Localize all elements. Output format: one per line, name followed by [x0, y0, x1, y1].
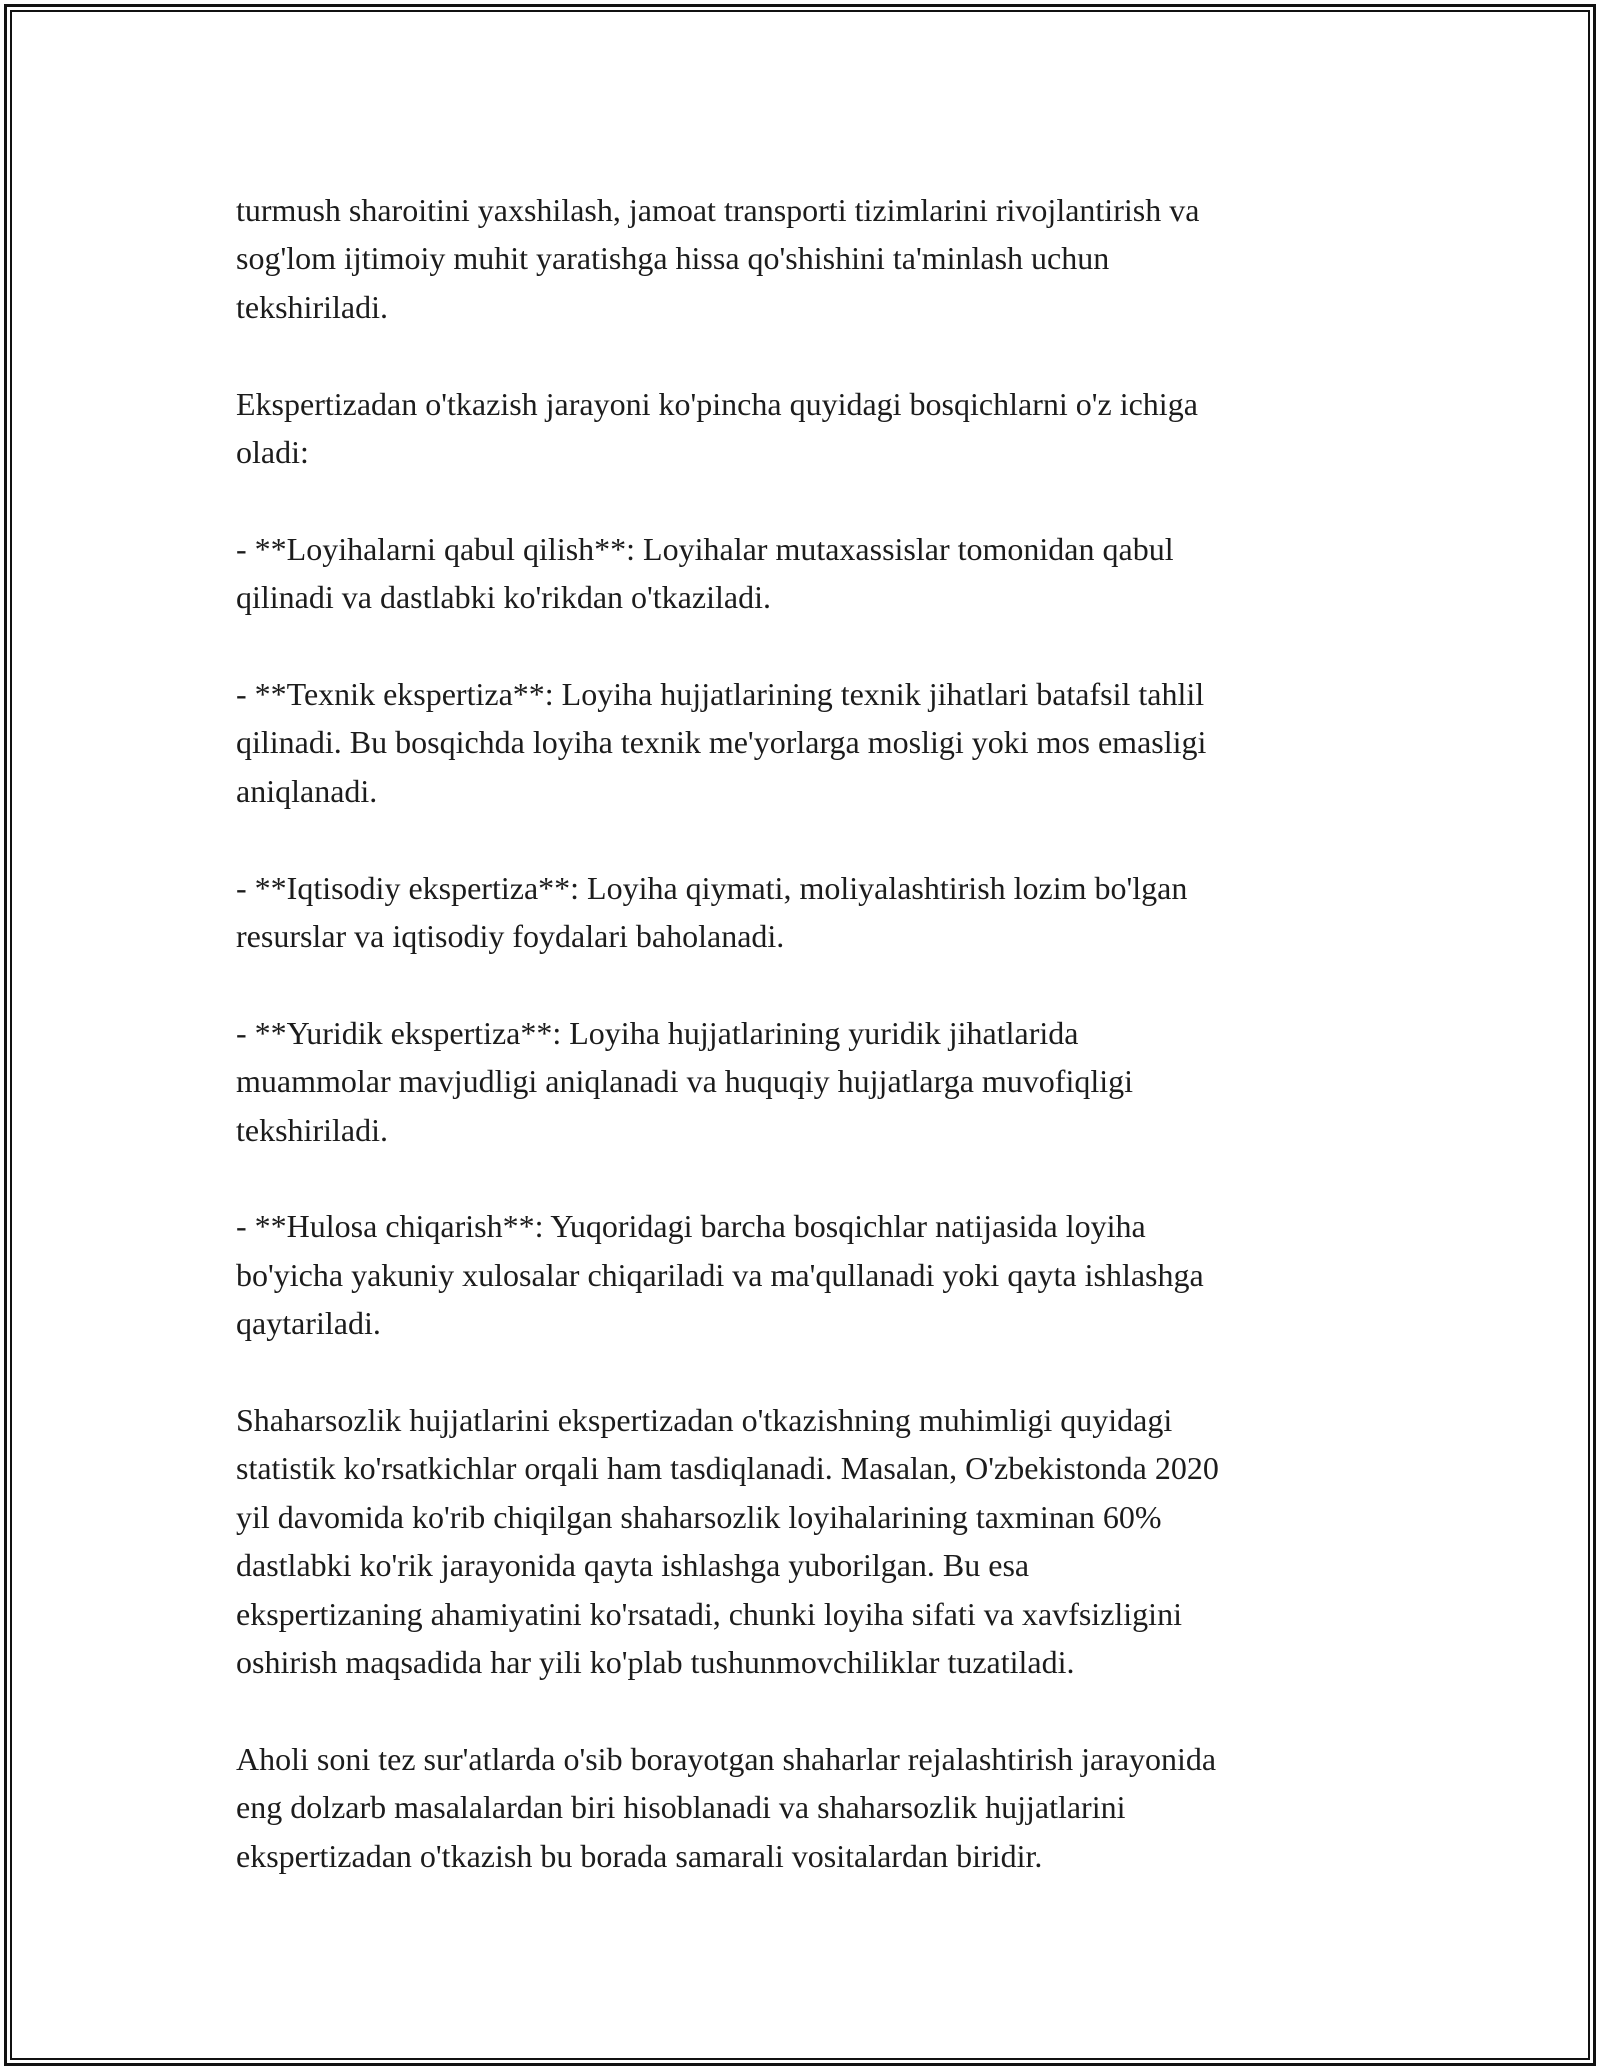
paragraph-intro-continuation: turmush sharoitini yaxshilash, jamoat transporti tizimlarini rivojlantirish va sog'lom ijtimoiy muhit yaratishga hissa qo'shishini ta'minlash uchun tekshiriladi. [236, 192, 1200, 325]
list-item-economic-expertise: - **Iqtisodiy ekspertiza**: Loyiha qiymati, moliyalashtirish lozim bo'lgan resurslar va iqtisodiy foydalari baholanadi. [236, 869, 1188, 955]
paragraph-closing: Aholi soni tez sur'atlarda o'sib borayotgan shaharlar rejalashtirish jarayonida eng dolzarb masalalardan biri hisoblanadi va shaharsozlik hujjatlarini ekspertizadan o'tkazish bu borada samarali vositalardan biridir. [236, 1740, 1217, 1874]
list-item-project-intake: - **Loyihalarni qabul qilish**: Loyihalar mutaxassislar tomonidan qabul qilinadi va dastlabki ko'rikdan o'tkaziladi. [236, 530, 1174, 616]
list-item-legal-expertise: - **Yuridik ekspertiza**: Loyiha hujjatlarining yuridik jihatlarida muammolar mavjudligi aniqlanadi va huquqiy hujjatlarga muvofiqligi tekshiriladi. [236, 1014, 1134, 1148]
list-item-conclusion: - **Hulosa chiqarish**: Yuqoridagi barcha bosqichlar natijasida loyiha bo'yicha yakuniy xulosalar chiqariladi va ma'qullanadi yoki qayta ishlashga qaytariladi. [236, 1208, 1204, 1342]
list-item-technical-expertise: - **Texnik ekspertiza**: Loyiha hujjatlarining texnik jihatlari batafsil tahlil qilinadi. Bu bosqichda loyiha texnik me'yorlarga mosligi yoki mos emasligi aniqlanadi. [236, 676, 1207, 809]
paragraph-stages-intro: Ekspertizadan o'tkazish jarayoni ko'pincha quyidagi bosqichlarni o'z ichiga oladi: [236, 385, 1198, 471]
document-body [236, 186, 1386, 1928]
paragraph-statistics: Shaharsozlik hujjatlarini ekspertizadan o'tkazishning muhimligi quyidagi statistik ko'rsatkichlar orqali ham tasdiqlanadi. Masalan, O'zbekistonda 2020 yil davomida ko'rib chiqilgan shaharsozlik loyihalarining taxminan 60% dastlabki ko'rik jarayonida qayta ishlashga yuborilgan. Bu esa ekspertizaning ahamiyatini ko'rsatadi, chunki loyiha sifati va xavfsizligini oshirish maqsadida har yili ko'plab tushunmovchiliklar tuzatiladi. [236, 1402, 1219, 1681]
